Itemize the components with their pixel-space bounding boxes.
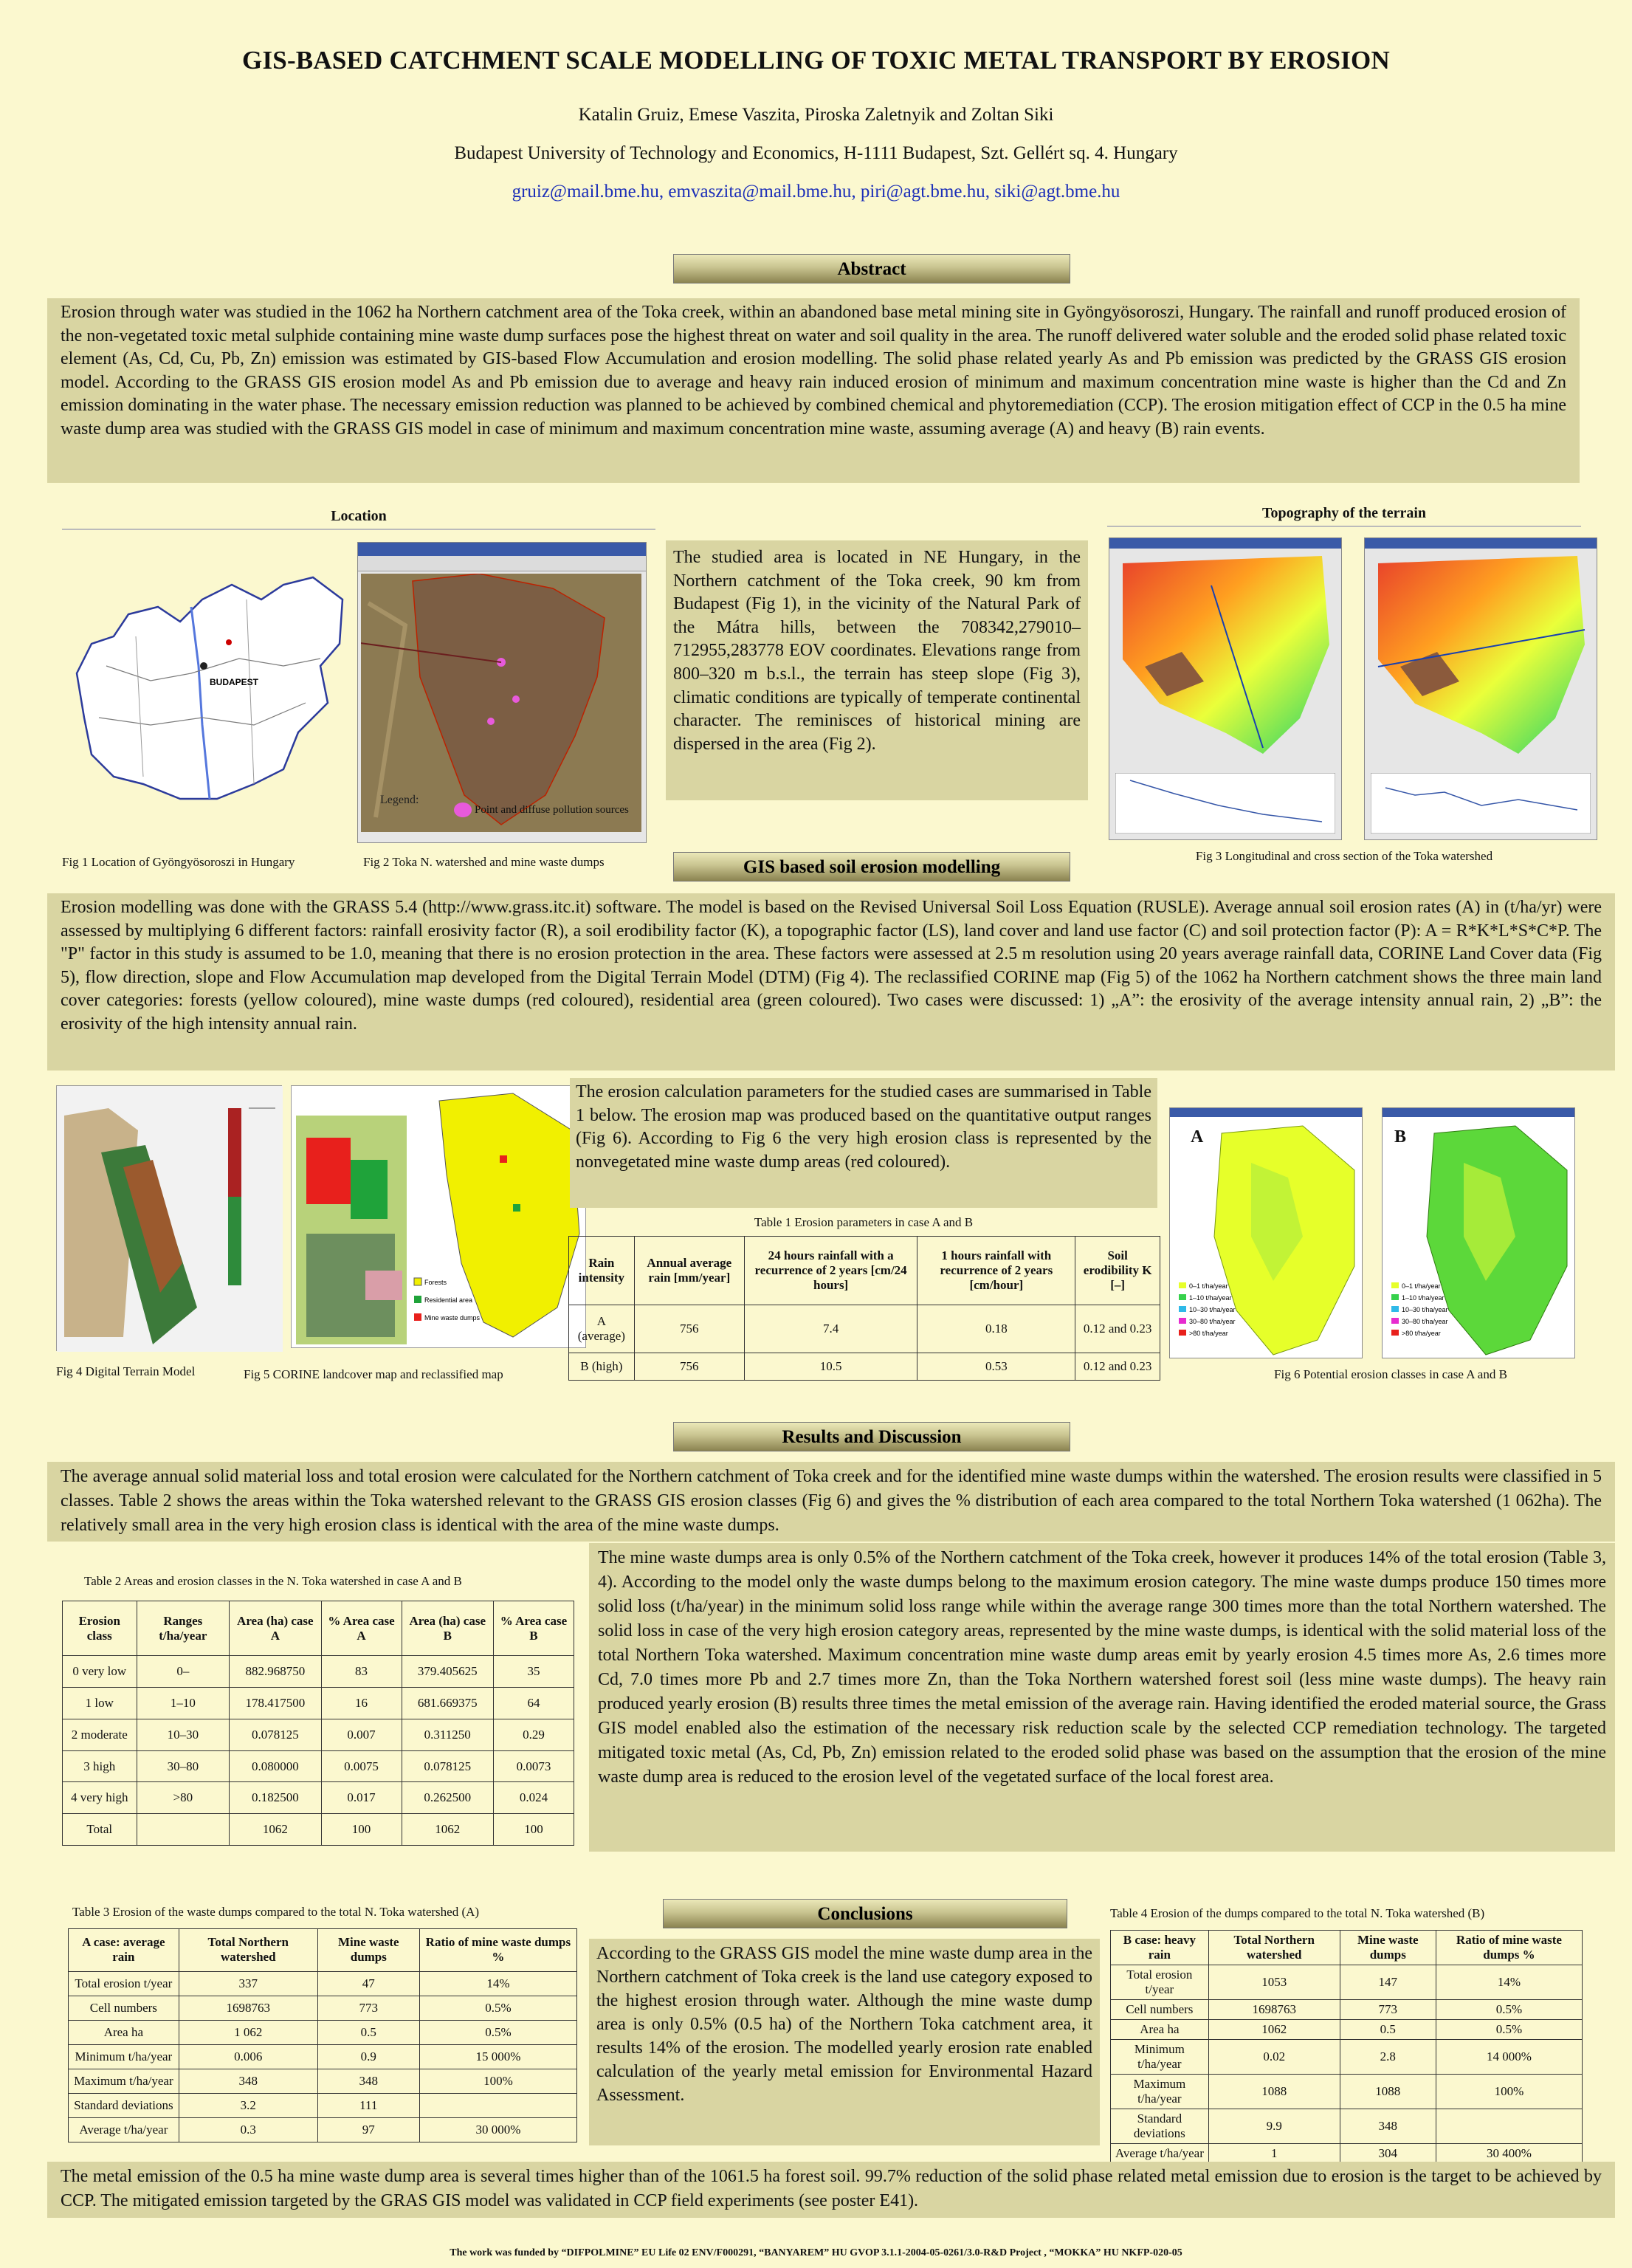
- elevation-map-1: [1115, 556, 1335, 754]
- table-cell: 35: [493, 1656, 574, 1688]
- table-cell: Minimum t/ha/year: [69, 2044, 179, 2069]
- table-cell: 9.9: [1208, 2109, 1340, 2144]
- table-cell: Maximum t/ha/year: [69, 2069, 179, 2093]
- table-cell: 147: [1340, 1965, 1436, 2000]
- table-cell: 1053: [1208, 1965, 1340, 2000]
- table-cell: 0.18: [917, 1305, 1075, 1353]
- corine-legend-residential: Residential area: [424, 1296, 473, 1304]
- table-row: [69, 1971, 577, 1996]
- table-row: [69, 2117, 577, 2142]
- table-cell: 0.017: [321, 1782, 402, 1814]
- authors: Katalin Gruiz, Emese Vaszita, Piroska Zaletnyik and Zoltan Siki: [578, 105, 1054, 125]
- table-cell: 97: [317, 2117, 419, 2142]
- table-cell: 0.02: [1208, 2040, 1340, 2075]
- table-cell: 0.5: [1340, 2020, 1436, 2040]
- table-cell: 1062: [1208, 2020, 1340, 2040]
- table4-header: Ratio of mine waste dumps %: [1436, 1931, 1582, 1965]
- location-heading: Location: [62, 505, 655, 530]
- table-cell: 304: [1340, 2144, 1436, 2164]
- table-cell: Area ha: [69, 2020, 179, 2044]
- results-heading: Results and Discussion: [673, 1422, 1070, 1451]
- longitudinal-profile: [1115, 773, 1335, 834]
- table-cell: 379.405625: [402, 1656, 493, 1688]
- table-cell: 2 moderate: [63, 1719, 137, 1750]
- fig6-label-b: B: [1394, 1127, 1407, 1147]
- table2: [62, 1601, 574, 1846]
- table-row: [69, 2069, 577, 2093]
- table-cell: Maximum t/ha/year: [1111, 2075, 1209, 2109]
- table-cell: 111: [317, 2093, 419, 2117]
- table-cell: 30 400%: [1436, 2144, 1582, 2164]
- table-cell: 0.9: [317, 2044, 419, 2069]
- hungary-map: [62, 555, 354, 843]
- fig6-case-a: [1169, 1107, 1363, 1358]
- pollution-legend-swatch: [454, 803, 472, 817]
- table-cell: [1436, 2109, 1582, 2144]
- fig4-dtm: [56, 1085, 282, 1351]
- cross-profile: [1371, 773, 1591, 834]
- table-row: [569, 1305, 1160, 1353]
- table-row: [69, 1996, 577, 2020]
- table-cell: 348: [317, 2069, 419, 2093]
- table-cell: 0.5%: [1436, 2020, 1582, 2040]
- corine-legend-forests: Forests: [424, 1279, 447, 1286]
- table2-header: Area (ha) case B: [402, 1601, 493, 1656]
- funding-footer: The work was funded by “DIFPOLMINE” EU Life 02 ENV/F000291, “BANYAREM” HU GVOP 3.1.1-2004-05-0261/3.0-R&D Project , “MOKKA” HU NKFP-020-05: [450, 2247, 1182, 2258]
- fig3-caption: Fig 3 Longitudinal and cross section of the Toka watershed: [1195, 849, 1493, 863]
- fig2-caption: Fig 2 Toka N. watershed and mine waste dumps: [363, 855, 605, 869]
- table3-header: Mine waste dumps: [317, 1929, 419, 1972]
- table-cell: 0.5%: [1436, 2000, 1582, 2020]
- table2-header: Area (ha) case A: [230, 1601, 321, 1656]
- table-cell: 0.29: [493, 1719, 574, 1750]
- table-row: [63, 1782, 574, 1814]
- table-cell: Total erosion t/year: [1111, 1965, 1209, 2000]
- table-cell: 47: [317, 1971, 419, 1996]
- calc-text: The erosion calculation parameters for the studied cases are summarised in Table 1 below. The erosion map was produced based on the quantitative output ranges (Fig 6). According to Fig 6 the very high erosion class is represented by the nonvegetated mine waste dump areas (red coloured).: [570, 1078, 1157, 1208]
- table-row: [69, 2044, 577, 2069]
- location-text: The studied area is located in NE Hungary, in the Northern catchment of the Toka creek, 90 km from Budapest (Fig 1), in the vicinity of the Natural Park of the Mátra hills, between the 708342,279010–712955,283778 EOV coordinates. Elevations range from 800–320 m b.s.l., the terrain has steep slope (Fig 3), climatic conditions are typically of temperate continental character. The reminisces of historical mining are dispersed in the area (Fig 2).: [666, 540, 1088, 800]
- table4-caption: Table 4 Erosion of the dumps compared to the total N. Toka watershed (B): [1110, 1906, 1485, 1920]
- table-cell: 756: [634, 1305, 744, 1353]
- table-cell: A (average): [569, 1305, 635, 1353]
- table-row: [569, 1353, 1160, 1380]
- table-cell: 16: [321, 1688, 402, 1719]
- table-cell: Cell numbers: [1111, 2000, 1209, 2020]
- table-cell: Area ha: [1111, 2020, 1209, 2040]
- table-row: [63, 1750, 574, 1782]
- erosion-legend-b: 1–10 t/ha/year: [1402, 1294, 1445, 1302]
- table-cell: 1: [1208, 2144, 1340, 2164]
- table-cell: 0.006: [179, 2044, 317, 2069]
- erosion-legend-b: 10–30 t/ha/year: [1402, 1306, 1448, 1313]
- table-cell: 100: [321, 1814, 402, 1846]
- table-row: [1111, 2020, 1583, 2040]
- table-cell: 0–: [137, 1656, 230, 1688]
- table-cell: 3.2: [179, 2093, 317, 2117]
- table-cell: 0.0075: [321, 1750, 402, 1782]
- poster-title: GIS-BASED CATCHMENT SCALE MODELLING OF TOXIC METAL TRANSPORT BY EROSION: [242, 46, 1390, 75]
- table-cell: 0.5%: [419, 2020, 576, 2044]
- table-row: [1111, 1965, 1583, 2000]
- table-cell: 0.311250: [402, 1719, 493, 1750]
- table-cell: 0.5%: [419, 1996, 576, 2020]
- table-cell: Total erosion t/year: [69, 1971, 179, 1996]
- table-row: [1111, 2144, 1583, 2164]
- erosion-legend-a: 0–1 t/ha/year: [1189, 1282, 1228, 1290]
- budapest-label: BUDAPEST: [210, 677, 259, 687]
- table3: [68, 1928, 577, 2142]
- table-cell: 0.12 and 0.23: [1075, 1353, 1160, 1380]
- table3-header: Total Northern watershed: [179, 1929, 317, 1972]
- table-cell: 1062: [402, 1814, 493, 1846]
- table-row: [63, 1656, 574, 1688]
- table2-caption: Table 2 Areas and erosion classes in the N. Toka watershed in case A and B: [84, 1574, 462, 1588]
- table-cell: 0.080000: [230, 1750, 321, 1782]
- table-row: [1111, 2040, 1583, 2075]
- table-cell: Total: [63, 1814, 137, 1846]
- table-cell: 2.8: [1340, 2040, 1436, 2075]
- topography-window-1: [1109, 537, 1342, 840]
- erosion-map-a: [1170, 1118, 1362, 1356]
- table1-caption: Table 1 Erosion parameters in case A and B: [754, 1215, 974, 1229]
- dtm-image: [57, 1086, 283, 1352]
- legend-label: Legend:: [380, 794, 419, 806]
- table1-header: Soil erodibility K [–]: [1075, 1237, 1160, 1305]
- table-cell: 1698763: [1208, 2000, 1340, 2020]
- corine-legend-mine-waste: Mine waste dumps: [424, 1314, 481, 1322]
- table-cell: 0.024: [493, 1782, 574, 1814]
- erosion-legend-b: >80 t/ha/year: [1402, 1330, 1441, 1337]
- table-cell: 756: [634, 1353, 744, 1380]
- topography-window-2: [1364, 537, 1597, 840]
- fig5-corine: [291, 1085, 586, 1348]
- table-cell: 0.182500: [230, 1782, 321, 1814]
- abstract-text: Erosion through water was studied in the 1062 ha Northern catchment area of the Toka creek, within an abandoned base metal mining site in Gyöngyösoroszi, Hungary. The rainfall and runoff produced erosion of the non-vegetated toxic metal sulphide containing mine waste dump surfaces pose the highest threat on water and soil quality in the area. The runoff delivered water soluble and the eroded solid phase related toxic element (As, Cd, Cu, Pb, Zn) emission was estimated by GIS-based Flow Accumulation and erosion modelling. The solid phase related yearly As and Pb emission was predicted by the GRASS GIS erosion model. According to the GRASS GIS erosion model As and Pb emission due to average and heavy rain induced erosion of minimum and maximum concentration mine waste is higher than the Cd and Zn emission dominating in the water phase. The necessary emission reduction was planned to be achieved by combined chemical and phytoremediation (CCP). The erosion mitigation effect of CCP in the 0.5 ha mine waste dump area was studied with the GRASS GIS model in case of minimum and maximum concentration mine waste, assuming average (A) and heavy (B) rain events.: [47, 298, 1580, 483]
- table-cell: 15 000%: [419, 2044, 576, 2069]
- table-cell: 348: [179, 2069, 317, 2093]
- table-row: [69, 2020, 577, 2044]
- table-row: [63, 1719, 574, 1750]
- table-row: [63, 1814, 574, 1846]
- table-cell: 0.078125: [230, 1719, 321, 1750]
- table-cell: 30–80: [137, 1750, 230, 1782]
- table-cell: 0.262500: [402, 1782, 493, 1814]
- table-cell: 1698763: [179, 1996, 317, 2020]
- table-cell: [137, 1814, 230, 1846]
- table-cell: 0.12 and 0.23: [1075, 1305, 1160, 1353]
- legend-item: Point and diffuse pollution sources: [475, 804, 629, 816]
- table-cell: 0.3: [179, 2117, 317, 2142]
- table-cell: 10.5: [744, 1353, 917, 1380]
- table-cell: 773: [317, 1996, 419, 2020]
- erosion-legend-a: 1–10 t/ha/year: [1189, 1294, 1232, 1302]
- table-cell: Average t/ha/year: [1111, 2144, 1209, 2164]
- results-text: The average annual solid material loss and total erosion were calculated for the Northern catchment of Toka creek and for the identified mine waste dumps within the watershed. The erosion results were classified in 5 classes. Table 2 shows the areas within the Toka watershed relevant to the GRASS GIS erosion classes (Fig 6) and gives the % distribution of each area compared to the total Northern Toka watershed (1 062ha). The relatively small area in the very high erosion class is identical with the area of the mine waste dumps.: [47, 1462, 1615, 1542]
- table1-header: Rain intensity: [569, 1237, 635, 1305]
- erosion-legend-b: 30–80 t/ha/year: [1402, 1318, 1448, 1325]
- table-row: [69, 2093, 577, 2117]
- table-cell: Standard deviations: [69, 2093, 179, 2117]
- table-cell: 337: [179, 1971, 317, 1996]
- table-cell: 14 000%: [1436, 2040, 1582, 2075]
- table1: [568, 1236, 1160, 1381]
- table-cell: 0.5: [317, 2020, 419, 2044]
- erosion-legend-b: 0–1 t/ha/year: [1402, 1282, 1441, 1290]
- table-cell: 7.4: [744, 1305, 917, 1353]
- table-cell: [419, 2093, 576, 2117]
- fig2-map-window: [357, 542, 647, 843]
- table4-header: Total Northern watershed: [1208, 1931, 1340, 1965]
- table-cell: Standard deviations: [1111, 2109, 1209, 2144]
- table-cell: 10–30: [137, 1719, 230, 1750]
- table-row: [1111, 2000, 1583, 2020]
- table-cell: 1088: [1340, 2075, 1436, 2109]
- fig4-caption: Fig 4 Digital Terrain Model: [56, 1364, 196, 1378]
- table3-header: Ratio of mine waste dumps %: [419, 1929, 576, 1972]
- fig6-label-a: A: [1191, 1127, 1204, 1147]
- table1-header: 24 hours rainfall with a recurrence of 2 years [cm/24 hours]: [744, 1237, 917, 1305]
- table1-header: Annual average rain [mm/year]: [634, 1237, 744, 1305]
- emails[interactable]: gruiz@mail.bme.hu, emvaszita@mail.bme.hu, piri@agt.bme.hu, siki@agt.bme.hu: [512, 182, 1120, 202]
- corine-maps: [292, 1086, 587, 1349]
- table-cell: Minimum t/ha/year: [1111, 2040, 1209, 2075]
- table-cell: 0.53: [917, 1353, 1075, 1380]
- table-cell: Cell numbers: [69, 1996, 179, 2020]
- erosion-legend-a: >80 t/ha/year: [1189, 1330, 1228, 1337]
- final-statement: The metal emission of the 0.5 ha mine waste dump area is several times higher than of the 1061.5 ha forest soil. 99.7% reduction of the solid phase related metal emission due to erosion is the target to be achieved by CCP. The mitigated emission targeted by the GRAS GIS model was validated in CCP field experiments (see poster E41).: [47, 2162, 1615, 2218]
- abstract-heading: Abstract: [673, 254, 1070, 284]
- table-row: [1111, 2075, 1583, 2109]
- table1-header: 1 hours rainfall with recurrence of 2 years [cm/hour]: [917, 1237, 1075, 1305]
- table-row: [63, 1688, 574, 1719]
- table4-header: B case: heavy rain: [1111, 1931, 1209, 1965]
- table-cell: 348: [1340, 2109, 1436, 2144]
- erosion-map-b: [1383, 1118, 1574, 1356]
- table-cell: 1062: [230, 1814, 321, 1846]
- table3-header: A case: average rain: [69, 1929, 179, 1972]
- table-cell: 3 high: [63, 1750, 137, 1782]
- table-cell: 882.968750: [230, 1656, 321, 1688]
- table-cell: 14%: [419, 1971, 576, 1996]
- table-cell: 681.669375: [402, 1688, 493, 1719]
- table-cell: 178.417500: [230, 1688, 321, 1719]
- table-cell: 0.0073: [493, 1750, 574, 1782]
- table-cell: 30 000%: [419, 2117, 576, 2142]
- erosion-legend-a: 10–30 t/ha/year: [1189, 1306, 1236, 1313]
- table-cell: 100: [493, 1814, 574, 1846]
- table-row: [1111, 2109, 1583, 2144]
- table-cell: 4 very high: [63, 1782, 137, 1814]
- table2-header: Erosion class: [63, 1601, 137, 1656]
- table-cell: 0 very low: [63, 1656, 137, 1688]
- topography-heading: Topography of the terrain: [1107, 502, 1581, 527]
- table-cell: 1–10: [137, 1688, 230, 1719]
- conclusions-text: According to the GRASS GIS model the mine waste dump area in the Northern catchment of Toka creek is the land use category exposed to the highest erosion through water. Although the mine waste dump area is only 0.5% (0.5 ha) of the Northern Toka catchment area, it results 14% of the erosion. The modelled yearly erosion rate enabled calculation of the yearly metal emission for Environmental Hazard Assessment.: [589, 1939, 1100, 2145]
- fig6-caption: Fig 6 Potential erosion classes in case A and B: [1274, 1367, 1507, 1381]
- fig5-caption: Fig 5 CORINE landcover map and reclassified map: [244, 1367, 503, 1381]
- table-cell: 100%: [419, 2069, 576, 2093]
- fig6-case-b: [1382, 1107, 1575, 1358]
- conclusions-heading: Conclusions: [663, 1899, 1067, 1928]
- table-cell: 0.007: [321, 1719, 402, 1750]
- table-cell: 773: [1340, 2000, 1436, 2020]
- elevation-map-2: [1371, 556, 1591, 754]
- table-cell: 100%: [1436, 2075, 1582, 2109]
- table-cell: 1088: [1208, 2075, 1340, 2109]
- affiliation: Budapest University of Technology and Economics, H-1111 Budapest, Szt. Gellért sq. 4. Hungary: [454, 143, 1178, 163]
- table2-header: Ranges t/ha/year: [137, 1601, 230, 1656]
- table-cell: 64: [493, 1688, 574, 1719]
- table-cell: B (high): [569, 1353, 635, 1380]
- erosion-legend-a: 30–80 t/ha/year: [1189, 1318, 1236, 1325]
- table3-caption: Table 3 Erosion of the waste dumps compared to the total N. Toka watershed (A): [72, 1905, 480, 1919]
- table-cell: 0.078125: [402, 1750, 493, 1782]
- table4-header: Mine waste dumps: [1340, 1931, 1436, 1965]
- table-cell: 1 062: [179, 2020, 317, 2044]
- fig1-caption: Fig 1 Location of Gyöngyösoroszi in Hungary: [62, 855, 295, 869]
- table-cell: Average t/ha/year: [69, 2117, 179, 2142]
- table2-header: % Area case B: [493, 1601, 574, 1656]
- results-text-2: The mine waste dumps area is only 0.5% of the Northern catchment of the Toka creek, however it produces 14% of the total erosion (Table 3, 4). According to the model only the waste dumps belong to the maximum erosion category. The mine waste dumps produce 150 times more solid loss (t/ha/year) in the minimum solid loss range while within the average range 300 times more than the total Northern watershed. The solid loss in case of the very high erosion category areas, represented by the mine waste dumps, is identical with the solid material loss of the total Northern Toka watershed. Maximum concentration mine waste dump areas emit by yearly erosion 4.5 times more As, 2.6 times more Cd, 7.0 times more Pb and 2.7 times more Zn, than the Toka Northern watershed forest soil (less mine waste dumps). The heavy rain produced yearly erosion (B) results three times the metal emission of the average rain. Having identified the eroded material source, the Grass GIS model enabled also the estimation of the necessary risk reduction scale by the selected CCP remediation technology. The targeted mitigated toxic metal (As, Cd, Pb, Zn) emission related to the eroded solid phase was based on the assumption that the erosion of the mine waste dump area is reduced to the erosion level of the vegetated surface of the local forest area.: [589, 1543, 1615, 1852]
- table-cell: 83: [321, 1656, 402, 1688]
- gis-heading: GIS based soil erosion modelling: [673, 852, 1070, 882]
- table-cell: 1 low: [63, 1688, 137, 1719]
- table-cell: 14%: [1436, 1965, 1582, 2000]
- table-cell: >80: [137, 1782, 230, 1814]
- table4: [1110, 1930, 1583, 2164]
- table2-header: % Area case A: [321, 1601, 402, 1656]
- gis-text: Erosion modelling was done with the GRASS 5.4 (http://www.grass.itc.it) software. The model is based on the Revised Universal Soil Loss Equation (RUSLE). Average annual soil erosion rates (A) in (t/ha/yr) were assessed by multiplying 6 different factors: rainfall erosivity factor (R), a soil erodibility factor (K), a topographic factor (LS), land cover and land use factor (C) and soil protection factor (P): A = R*K*L*S*C*P. The "P" factor in this study is assumed to be 1.0, meaning that there is no erosion protection in the area. These factors were assessed at 2.5 m resolution using 20 years average rainfall data, CORINE Land Cover data (Fig 5), flow direction, slope and Flow Accumulation map developed from the Digital Terrain Model (DTM) (Fig 4). The reclassified CORINE map (Fig 5) of the 1062 ha Northern catchment shows the three main land cover categories: forests (yellow coloured), mine waste dumps (red coloured), residential area (green coloured). Two cases were discussed: 1) „A”: the erosivity of the average intensity annual rain, 2) „B”: the erosivity of the high intensity annual rain.: [47, 893, 1615, 1071]
